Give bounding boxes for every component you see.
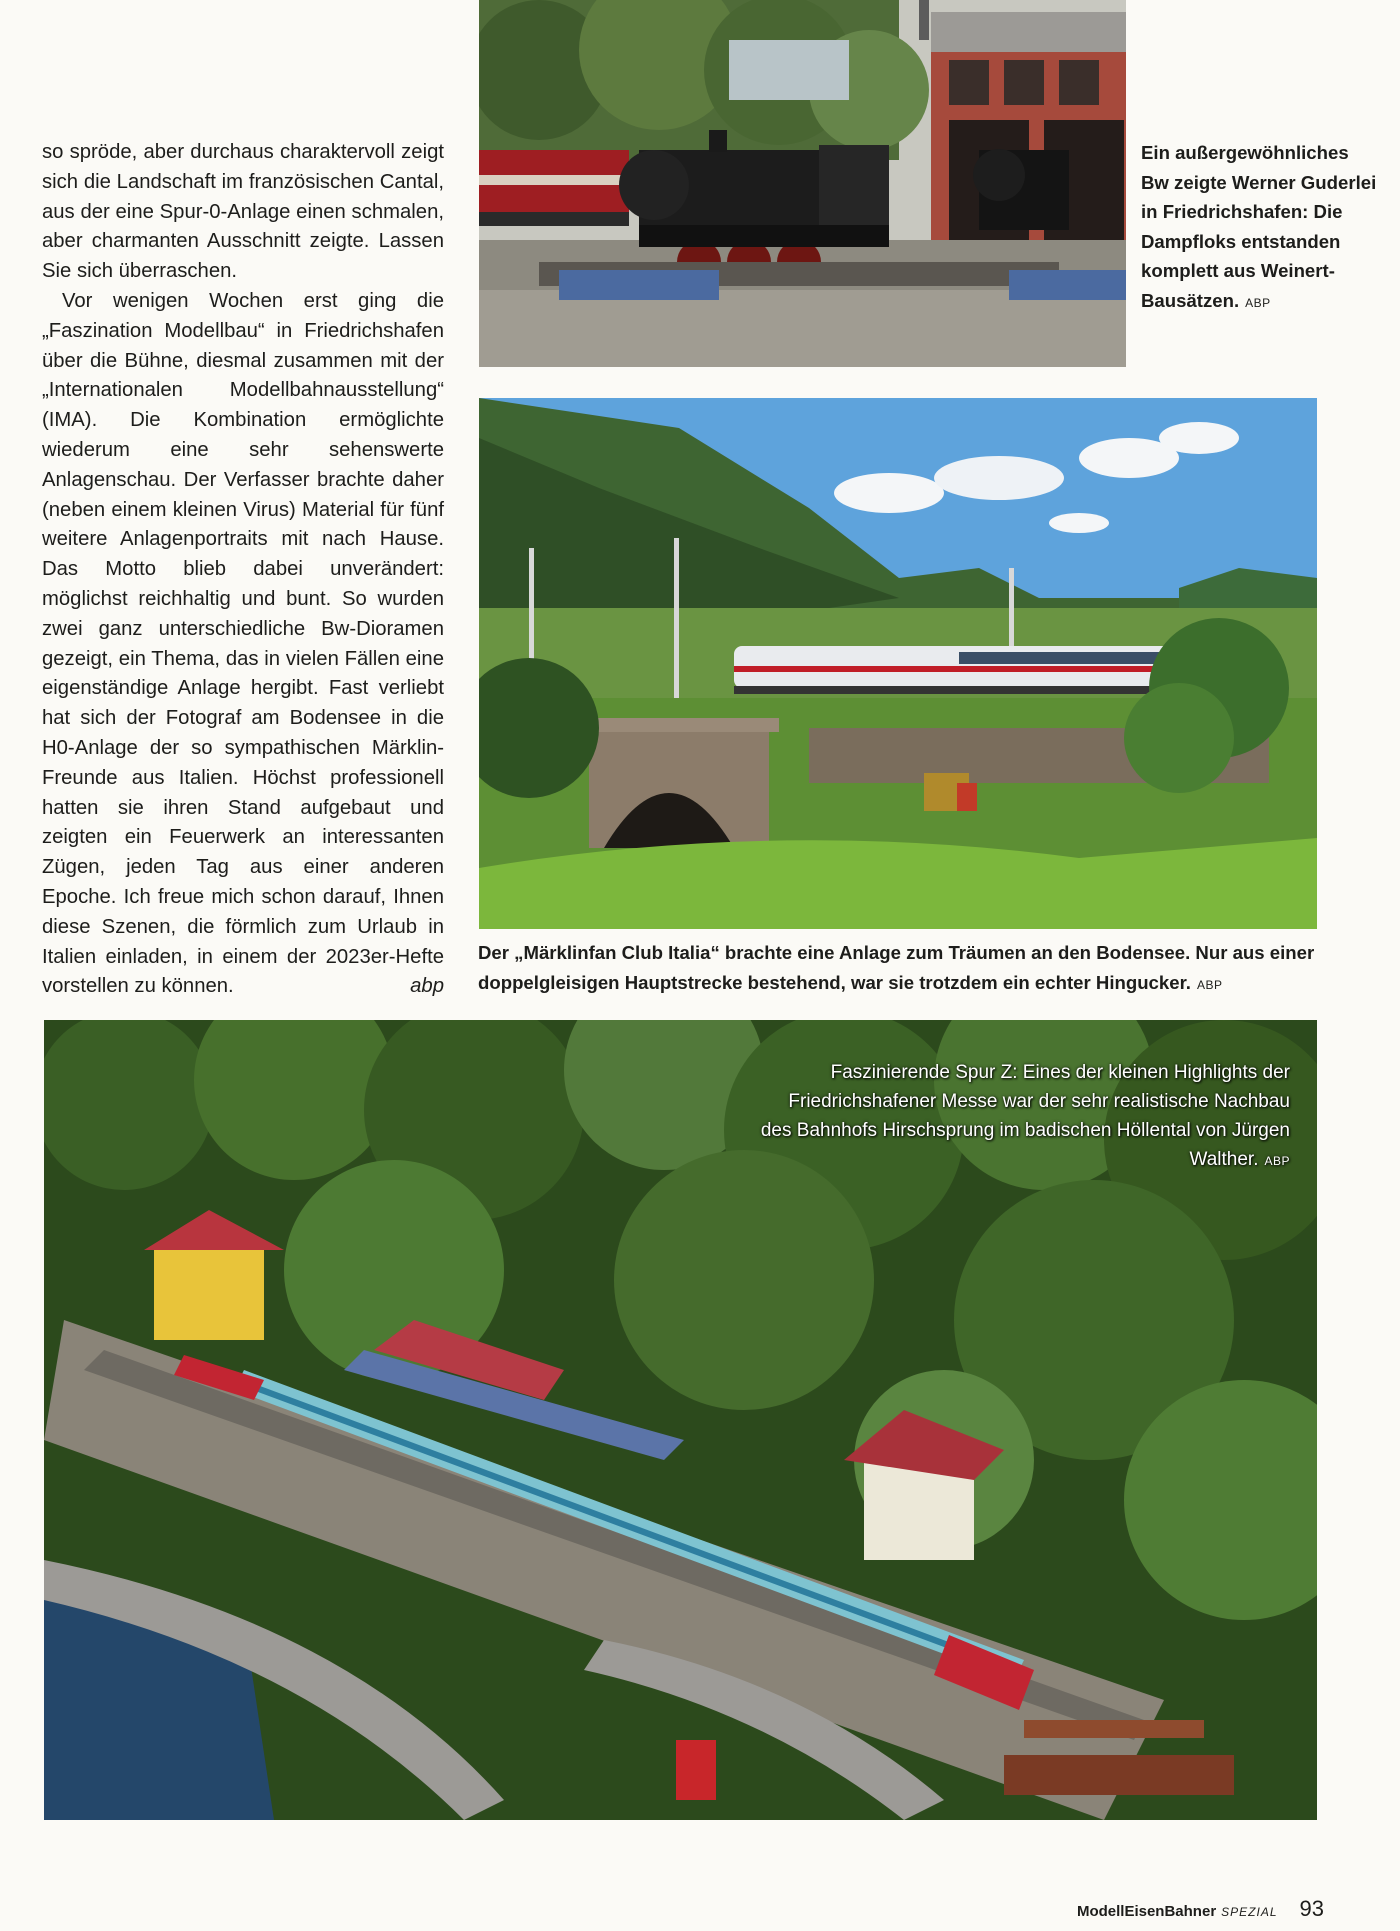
page-number: 93 <box>1299 1896 1324 1921</box>
caption-bw-text: Ein außergewöhnliches Bw zeigte Werner Guderlei in Friedrichshafen: Die Dampfloks entstanden komplett aus Weinert-Bausätzen. <box>1141 142 1377 311</box>
article-body <box>42 138 444 1002</box>
caption-hirschsprung-credit: ABP <box>1264 1154 1290 1168</box>
article-paragraph-2 <box>42 287 444 1002</box>
article-paragraph-2-text: Vor wenigen Wochen erst ging die „Faszination Modellbau“ in Friedrichshafen über die Bühne, diesmal zusammen mit der „Internationalen Modellbahnausstellung“ (IMA). Die Kombination ermöglichte wiederum eine sehr sehenswerte Anlagenschau. Der Verfasser brachte daher (neben einem kleinen Virus) Material für fünf weitere Anlagenportraits mit nach Hause. Das Motto blieb dabei unverändert: möglichst reichhaltig und bunt. So wurden zwei ganz unterschiedliche Bw-Dioramen gezeigt, ein Thema, das in vielen Fällen eine eigenständige Anlage hergibt. Fast verliebt hat sich der Fotograf am Bodensee in die H0-Anlage der so sympathischen Märklin-Freunde aus Italien. Höchst professionell hatten sie ihren Stand aufgebaut und zeigten ein Feuerwerk an interessanten Zügen, jeden Tag aus einer anderen Epoche. Ich freue mich schon darauf, Ihnen diese Szenen, die förmlich zum Urlaub in Italien einladen, in einem der 2023er-Hefte vorstellen zu können. <box>42 289 444 998</box>
caption-italia-text: Der „Märklinfan Club Italia“ brachte eine Anlage zum Träumen an den Bodensee. Nur aus einer doppelgleisigen Hauptstrecke bestehend, war sie trotzdem ein echter Hingucker. <box>478 942 1315 993</box>
caption-bw-credit: ABP <box>1245 295 1271 310</box>
caption-hirschsprung-text: Faszinierende Spur Z: Eines der kleinen Highlights der Friedrichshafener Messe war der sehr realistische Nachbau des Bahnhofs Hirschsprung im badischen Höllental von Jürgen Walther. <box>760 1062 1290 1170</box>
article-paragraph-1: so spröde, aber durchaus charaktervoll zeigt sich die Landschaft im französischen Cantal, aus der eine Spur-0-Anlage einen schmalen, aber charmanten Ausschnitt zeigte. Lassen Sie sich überraschen. <box>42 141 444 283</box>
photo-maerklin-italia <box>479 398 1317 929</box>
magazine-edition: SPEZIAL <box>1221 1905 1278 1919</box>
caption-italia <box>478 938 1328 1000</box>
caption-bw <box>1141 138 1381 318</box>
photo-bw-diorama <box>479 0 1126 367</box>
author-signature: abp <box>410 975 444 998</box>
magazine-brand: ModellEisenBahner <box>1076 1903 1217 1920</box>
caption-italia-credit: ABP <box>1196 977 1223 992</box>
caption-hirschsprung <box>760 1058 1290 1176</box>
page-footer <box>1077 1898 1324 1923</box>
